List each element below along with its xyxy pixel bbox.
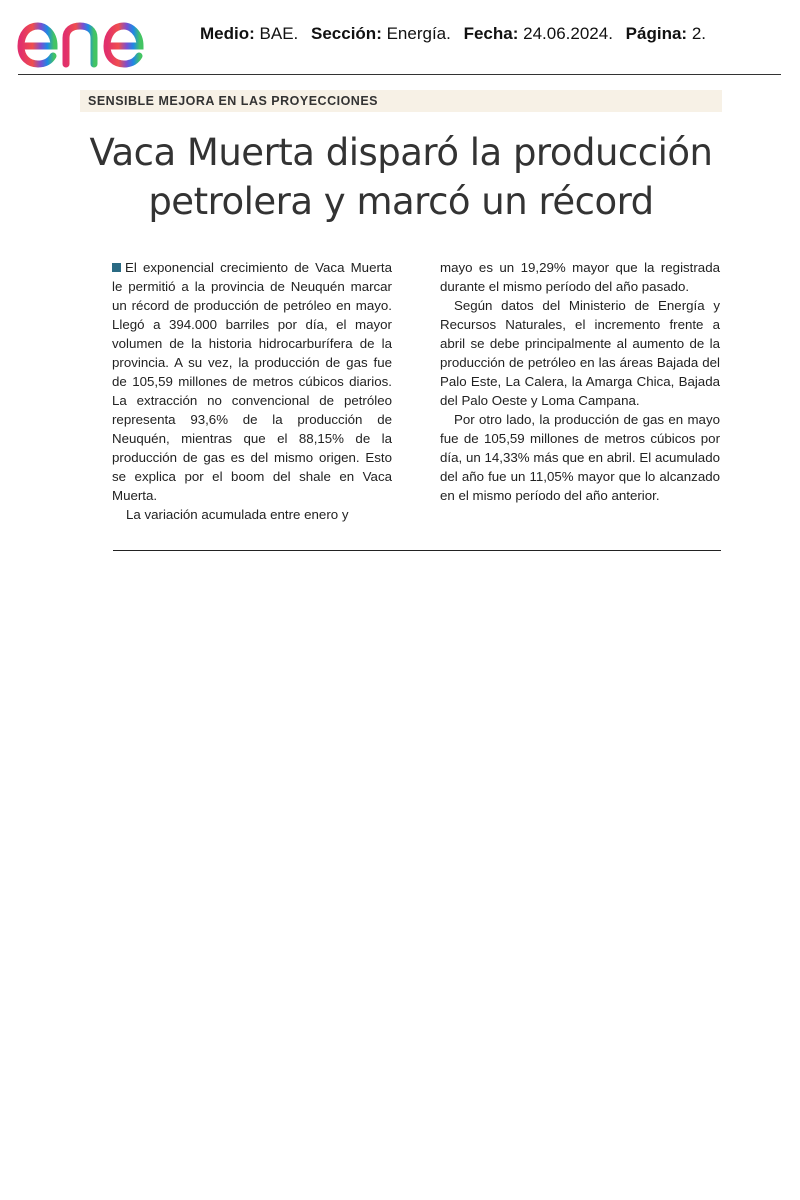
paragraph: Por otro lado, la producción de gas en mayo fue de 105,59 millones de metros cúbicos por día, un 14,33% más que en abril. El acumulado del año fue un 11,05% mayor que lo alcanzado en el mismo período del año anterior. bbox=[440, 412, 720, 503]
clipping-metadata bbox=[200, 24, 706, 44]
fecha-label: Fecha: bbox=[463, 24, 519, 43]
press-clipping bbox=[80, 90, 722, 226]
medio-value: BAE. bbox=[259, 24, 299, 43]
headline-line-1: Vaca Muerta disparó la producción bbox=[89, 131, 713, 174]
article-column-1 bbox=[112, 258, 392, 524]
seccion-value: Energía. bbox=[386, 24, 451, 43]
header-divider bbox=[18, 74, 781, 75]
pagina-label: Página: bbox=[625, 24, 688, 43]
pagina-value: 2. bbox=[691, 24, 706, 43]
square-bullet-icon bbox=[112, 263, 121, 272]
paragraph: Según datos del Ministerio de Energía y Recursos Naturales, el incremento frente a abril se debe principalmente al aumento de la producción de petróleo en las áreas Bajada del Palo Este, La Calera, la Amarga Chica, Bajada del Palo Oeste y Loma Campana. bbox=[440, 298, 720, 408]
headline-line-2: petrolera y marcó un récord bbox=[148, 180, 654, 223]
paragraph: La variación acumulada entre enero y bbox=[126, 507, 349, 522]
article-kicker: SENSIBLE MEJORA EN LAS PROYECCIONES bbox=[80, 90, 722, 112]
article-headline bbox=[80, 128, 722, 226]
medio-label: Medio: bbox=[200, 24, 255, 43]
enel-logo bbox=[14, 8, 184, 72]
article-column-2 bbox=[440, 258, 720, 524]
paragraph-text: El exponencial crecimiento de Vaca Muerta le permitió a la provincia de Neuquén marcar un récord de producción de petróleo en mayo. Llegó a 394.000 barriles por día, el mayor volumen de la historia hidrocarburífera de la provincia. A su vez, la producción de gas fue de 105,59 millones de metros cúbicos diarios. La extracción no convencional de petróleo representa 93,6% de la producción de Neuquén, mientras que el 88,15% de la producción de gas es del mismo origen. Esto se explica por el boom del shale en Vaca Muerta. bbox=[112, 260, 392, 503]
article-body bbox=[112, 258, 720, 524]
paragraph bbox=[112, 258, 392, 505]
fecha-value: 24.06.2024. bbox=[523, 24, 613, 43]
article-bottom-divider bbox=[113, 550, 721, 551]
paragraph: mayo es un 19,29% mayor que la registrada durante el mismo período del año pasado. bbox=[440, 260, 720, 294]
seccion-label: Sección: bbox=[311, 24, 382, 43]
